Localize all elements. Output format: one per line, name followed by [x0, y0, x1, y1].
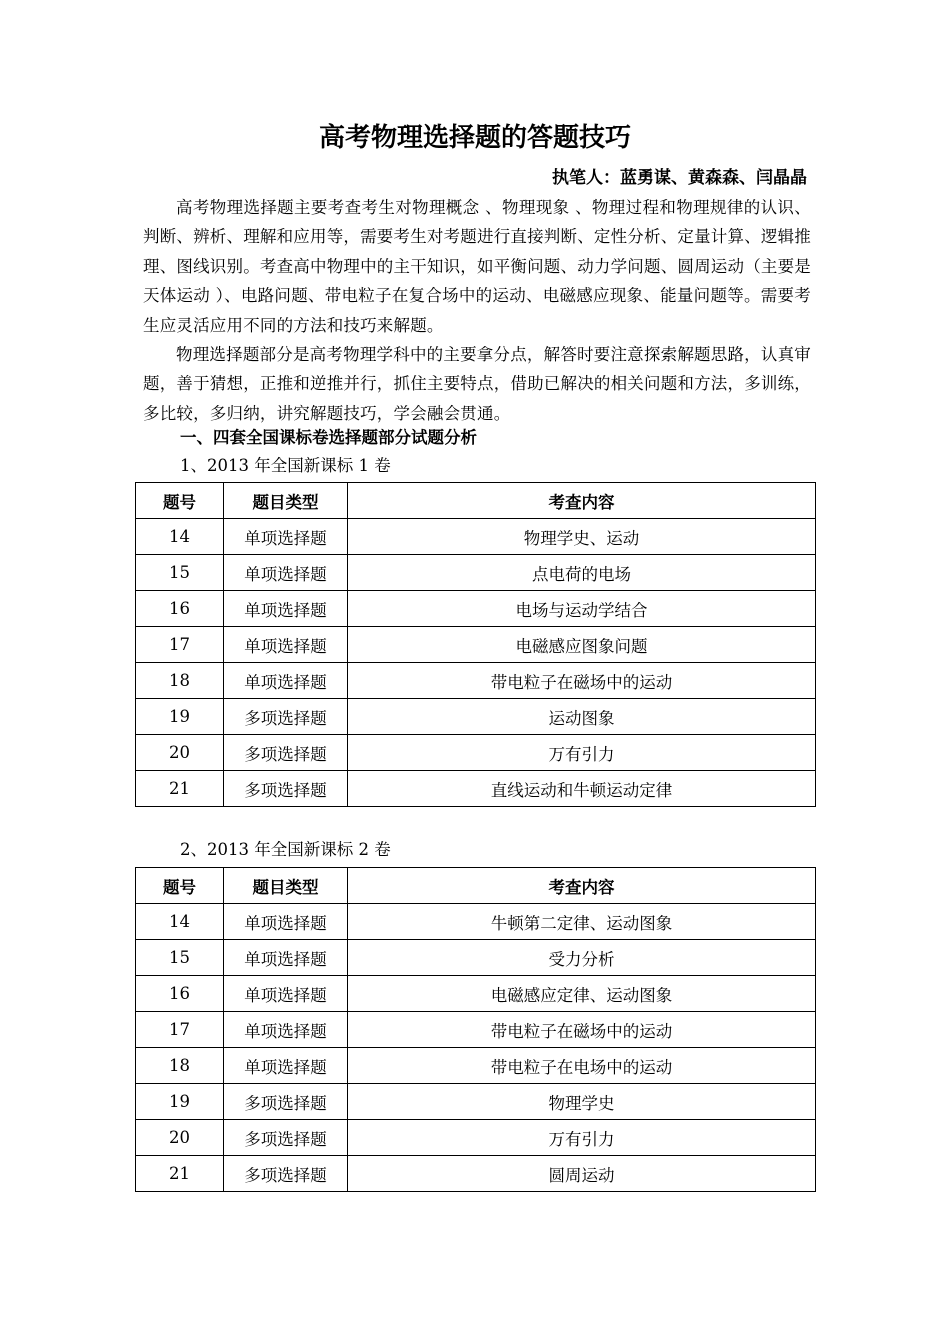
cell-type: 多项选择题 [224, 771, 348, 807]
cell-number: 14 [136, 519, 224, 555]
table-row [136, 771, 816, 807]
header-type: 题目类型 [224, 483, 348, 519]
intro-paragraph: 高考物理选择题主要考查考生对物理概念 、物理现象 、物理过程和物理规律的认识、判断、辨析、理解和应用等，需要考生对考题进行直接判断、定性分析、定量计算、逻辑推理、图线识别。考查高中物理中的主干知识，如平衡问题、动力学问题、圆周运动（主要是天体运动 ）、电路问题、带电粒子在复合场中的运动、电磁感应现象、能量问题等。需要考生应灵活应用不同的方法和技巧来解题。 [143, 198, 811, 335]
cell-content: 直线运动和牛顿运动定律 [348, 771, 816, 807]
table-row [136, 1084, 816, 1120]
cell-number: 18 [136, 663, 224, 699]
authors-line: 执笔人：蓝勇谋、黄森森、闫晶晶 [552, 168, 807, 188]
table-body-1 [136, 519, 816, 807]
table-row [136, 591, 816, 627]
cell-number: 20 [136, 735, 224, 771]
cell-type: 单项选择题 [224, 940, 348, 976]
cell-content: 运动图象 [348, 699, 816, 735]
cell-number: 15 [136, 555, 224, 591]
document-title: 高考物理选择题的答题技巧 [318, 123, 631, 153]
table-row [136, 555, 816, 591]
table-row [136, 699, 816, 735]
table-header-row [136, 483, 816, 519]
cell-content: 电磁感应图象问题 [348, 627, 816, 663]
cell-content: 圆周运动 [348, 1156, 816, 1192]
cell-number: 14 [136, 904, 224, 940]
exam-table-2 [135, 867, 816, 1192]
cell-type: 单项选择题 [224, 1048, 348, 1084]
exam-table-1 [135, 482, 816, 807]
cell-type: 多项选择题 [224, 1084, 348, 1120]
table-row [136, 519, 816, 555]
cell-number: 16 [136, 976, 224, 1012]
cell-type: 多项选择题 [224, 1156, 348, 1192]
table-row [136, 976, 816, 1012]
cell-content: 物理学史、运动 [348, 519, 816, 555]
strategy-paragraph: 物理选择题部分是高考物理学科中的主要拿分点，解答时要注意探索解题思路，认真审题，善于猜想，正推和逆推并行，抓住主要特点，借助已解决的相关问题和方法，多训练，多比较，多归纳，讲究解题技巧，学会融会贯通。 [143, 345, 811, 423]
table-caption-2: 2、2013 年全国新课标 2 卷 [180, 840, 391, 859]
table-row [136, 1012, 816, 1048]
header-number: 题号 [136, 868, 224, 904]
table-caption-1: 1、2013 年全国新课标 1 卷 [180, 456, 391, 475]
cell-content: 万有引力 [348, 735, 816, 771]
cell-number: 21 [136, 771, 224, 807]
cell-type: 多项选择题 [224, 735, 348, 771]
cell-number: 17 [136, 1012, 224, 1048]
cell-content: 受力分析 [348, 940, 816, 976]
cell-content: 电场与运动学结合 [348, 591, 816, 627]
cell-number: 19 [136, 699, 224, 735]
header-number: 题号 [136, 483, 224, 519]
cell-number: 17 [136, 627, 224, 663]
section-heading: 一、四套全国课标卷选择题部分试题分析 [180, 428, 477, 447]
table-row [136, 1156, 816, 1192]
table-header-row [136, 868, 816, 904]
cell-number: 16 [136, 591, 224, 627]
cell-type: 单项选择题 [224, 627, 348, 663]
cell-type: 单项选择题 [224, 591, 348, 627]
cell-content: 点电荷的电场 [348, 555, 816, 591]
cell-content: 带电粒子在电场中的运动 [348, 1048, 816, 1084]
header-content: 考查内容 [348, 868, 816, 904]
table-row [136, 904, 816, 940]
cell-content: 牛顿第二定律、运动图象 [348, 904, 816, 940]
cell-type: 单项选择题 [224, 904, 348, 940]
cell-type: 单项选择题 [224, 519, 348, 555]
cell-number: 21 [136, 1156, 224, 1192]
cell-type: 单项选择题 [224, 663, 348, 699]
cell-number: 15 [136, 940, 224, 976]
cell-content: 万有引力 [348, 1120, 816, 1156]
table-row [136, 940, 816, 976]
cell-content: 带电粒子在磁场中的运动 [348, 1012, 816, 1048]
cell-number: 19 [136, 1084, 224, 1120]
cell-type: 单项选择题 [224, 1012, 348, 1048]
table-row [136, 663, 816, 699]
header-content: 考查内容 [348, 483, 816, 519]
cell-type: 单项选择题 [224, 555, 348, 591]
table-row [136, 627, 816, 663]
table-body-2 [136, 904, 816, 1192]
cell-type: 多项选择题 [224, 1120, 348, 1156]
table-row [136, 1048, 816, 1084]
table-row [136, 1120, 816, 1156]
cell-number: 20 [136, 1120, 224, 1156]
cell-number: 18 [136, 1048, 224, 1084]
header-type: 题目类型 [224, 868, 348, 904]
cell-content: 带电粒子在磁场中的运动 [348, 663, 816, 699]
cell-type: 多项选择题 [224, 699, 348, 735]
cell-type: 单项选择题 [224, 976, 348, 1012]
cell-content: 物理学史 [348, 1084, 816, 1120]
cell-content: 电磁感应定律、运动图象 [348, 976, 816, 1012]
table-row [136, 735, 816, 771]
